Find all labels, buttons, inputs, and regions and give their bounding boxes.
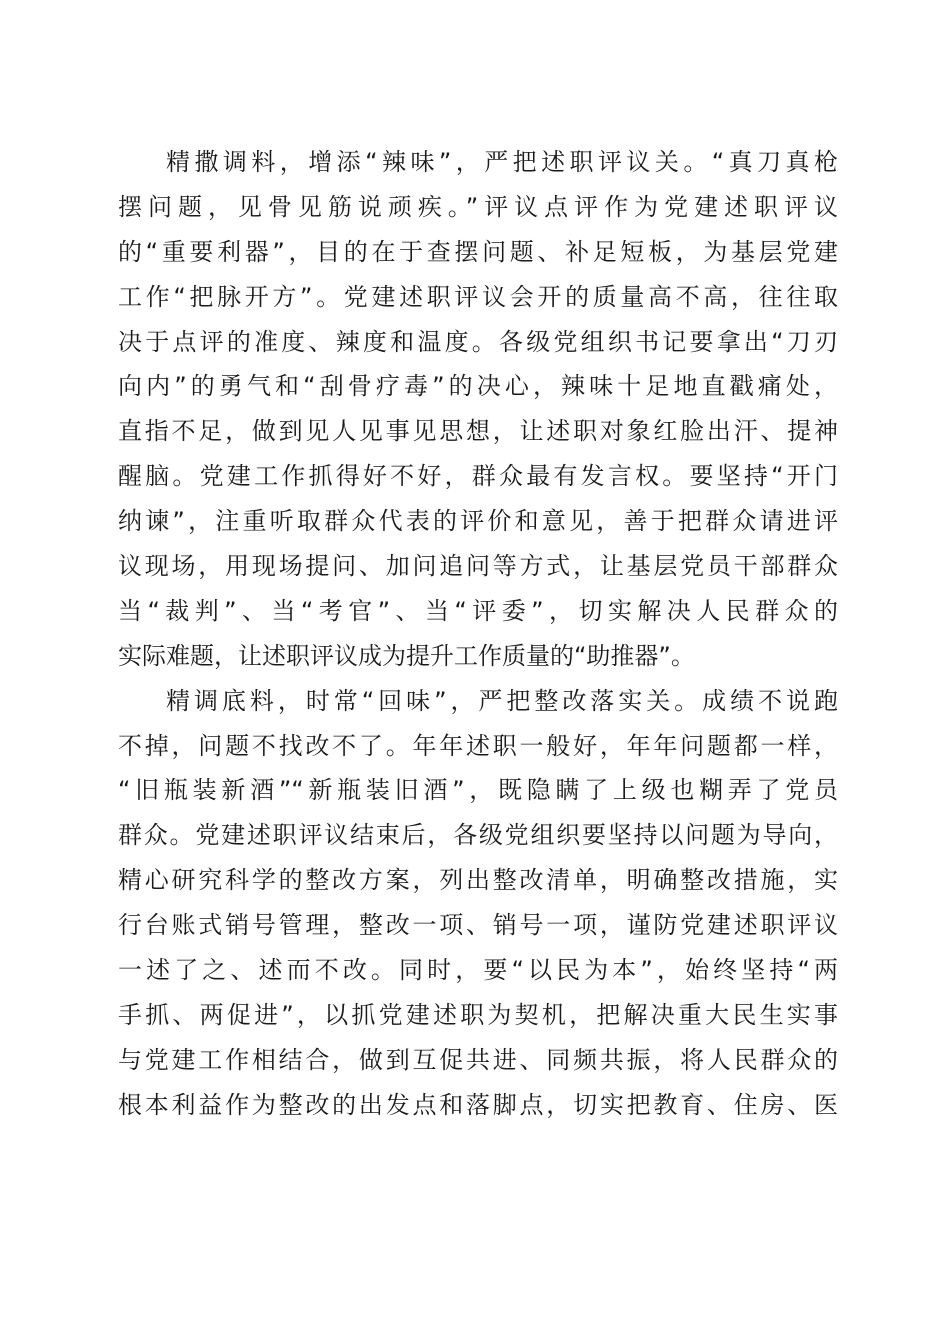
paragraph-line: 议现场，用现场提问、加问追问等方式，让基层党员干部群众	[118, 552, 838, 581]
paragraph-line: 群众。党建述职评议结束后，各级党组织要坚持以问题为导向，	[118, 821, 838, 850]
paragraph-line: 精心研究科学的整改方案，列出整改清单，明确整改措施，实	[118, 866, 838, 895]
paragraph-line: 摆问题，见骨见筋说顽疾。”评议点评作为党建述职评议	[118, 192, 838, 221]
paragraph-line: 行台账式销号管理，整改一项、销号一项，谨防党建述职评议	[118, 911, 838, 940]
paragraph-line: 的“重要利器”，目的在于查摆问题、补足短板，为基层党建	[118, 237, 838, 266]
paragraph-line: 一述了之、述而不改。同时，要“以民为本”，始终坚持“两	[118, 956, 838, 985]
paragraph-line: 不掉，问题不找改不了。年年述职一般好，年年问题都一样，	[118, 731, 838, 760]
paragraph-line: 醒脑。党建工作抓得好不好，群众最有发言权。要坚持“开门	[118, 462, 838, 491]
paragraph-line: 手抓、两促进”，以抓党建述职为契机，把解决重大民生实事	[118, 1000, 838, 1029]
paragraph-line: 向内”的勇气和“刮骨疗毒”的决心，辣味十足地直戳痛处，	[118, 372, 838, 401]
paragraph-line: “旧瓶装新酒”“新瓶装旧酒”，既隐瞒了上级也糊弄了党员	[118, 776, 838, 805]
paragraph-line: 与党建工作相结合，做到互促共进、同频共振，将人民群众的	[118, 1045, 838, 1074]
paragraph-1	[118, 140, 838, 679]
paragraph-line: 根本利益作为整改的出发点和落脚点，切实把教育、住房、医	[118, 1090, 838, 1119]
paragraph-line: 直指不足，做到见人见事见思想，让述职对象红脸出汗、提神	[118, 417, 838, 446]
document-body	[118, 140, 838, 1128]
paragraph-line: 纳谏”，注重听取群众代表的评价和意见，善于把群众请进评	[118, 507, 838, 536]
paragraph-line: 工作“把脉开方”。党建述职评议会开的质量高不高，往往取	[118, 282, 838, 311]
paragraph-2	[118, 679, 838, 1128]
paragraph-line: 决于点评的准度、辣度和温度。各级党组织书记要拿出“刀刃	[118, 327, 838, 356]
paragraph-line: 当“裁判”、当“考官”、当“评委”，切实解决人民群众的	[118, 596, 838, 625]
paragraph-line: 实际难题，让述职评议成为提升工作质量的“助推器”。	[118, 641, 695, 670]
paragraph-line: 精撒调料，增添“辣味”，严把述职评议关。“真刀真枪	[166, 148, 838, 176]
paragraph-line: 精调底料，时常“回味”，严把整改落实关。成绩不说跑	[166, 686, 838, 715]
